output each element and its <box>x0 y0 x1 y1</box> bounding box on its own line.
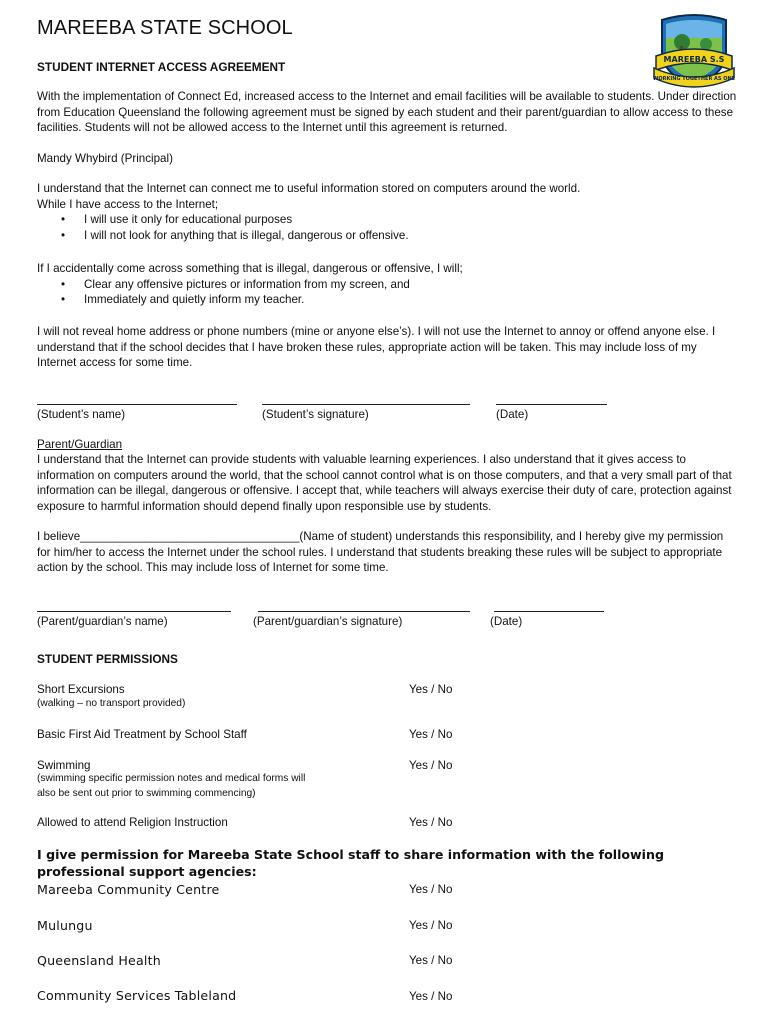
parent-signature-label: (Parent/guardian’s signature) <box>253 615 403 628</box>
parent-paragraph: I understand that the Internet can provide students with valuable learning experiences. I also understand that it gives access to information on computers around the world, that the school cannot control what is on those computers, and that a very small part of that information can be illegal, dangerous or offensive. I accept that, while teachers will always exercise their duty of care, protection against exposure to harmful information should depend finally upon responsible use by students. <box>37 453 732 513</box>
list-item: • Clear any offensive pictures or information from my screen, and <box>37 277 737 293</box>
yes-no-choice[interactable]: Yes / No <box>409 759 453 772</box>
permission-label: Swimming <box>37 759 91 772</box>
student-name-field[interactable] <box>37 404 237 405</box>
permission-statement: I believe__________________________________(Name of student) understands this responsibility, and I hereby give my permission for him/her to access the Internet under the school rules. I understand that students breaking these rules will be subject to appropriate action by the school. This may include loss of Internet for some time. <box>37 530 724 575</box>
permissions-heading: STUDENT PERMISSIONS <box>37 652 178 666</box>
usage-bullets <box>37 212 737 243</box>
list-item: • I will not look for anything that is illegal, dangerous or offensive. <box>37 228 737 244</box>
understand-line-1: I understand that the Internet can connect me to useful information stored on computers around the world. <box>37 182 581 195</box>
yes-no-choice[interactable]: Yes / No <box>409 990 453 1003</box>
accident-bullets <box>37 277 737 308</box>
understand-line-2: While I have access to the Internet; <box>37 197 219 211</box>
yes-no-choice[interactable]: Yes / No <box>409 883 453 896</box>
privacy-paragraph: I will not reveal home address or phone numbers (mine or anyone else’s). I will not use the Internet to annoy or offend anyone else. I understand that if the school decides that I have broken these rules, appropriate action will be taken. This may include loss of my Internet access for some time. <box>37 325 716 370</box>
yes-no-choice[interactable]: Yes / No <box>409 683 453 696</box>
parent-signature-field[interactable] <box>258 611 470 612</box>
yes-no-choice[interactable]: Yes / No <box>409 728 453 741</box>
student-date-field[interactable] <box>496 404 607 405</box>
agency-label: Mareeba Community Centre <box>37 882 220 897</box>
parent-date-label: (Date) <box>490 615 523 628</box>
yes-no-choice[interactable]: Yes / No <box>409 954 453 967</box>
permission-label: Allowed to attend Religion Instruction <box>37 816 228 829</box>
school-name: MAREEBA STATE SCHOOL <box>37 17 293 39</box>
student-name-label: (Student’s name) <box>37 408 126 421</box>
agency-label: Mulungu <box>37 918 93 933</box>
yes-no-choice[interactable]: Yes / No <box>409 816 453 829</box>
logo-text-bottom: WORKING TOGETHER AS ONE <box>652 76 736 82</box>
accident-line: If I accidentally come across something that is illegal, dangerous or offensive, I will; <box>37 262 463 275</box>
principal-name: Mandy Whybird (Principal) <box>37 152 173 165</box>
list-item: • I will use it only for educational purposes <box>37 212 737 228</box>
permission-note: (swimming specific permission notes and medical forms will also be sent out prior to swimming commencing) <box>37 773 306 799</box>
parent-name-label: (Parent/guardian’s name) <box>37 615 168 628</box>
parent-name-field[interactable] <box>37 611 231 612</box>
permission-label: Short Excursions <box>37 683 125 696</box>
student-signature-label: (Student’s signature) <box>262 408 369 421</box>
list-item: • Immediately and quietly inform my teacher. <box>37 292 737 308</box>
agency-label: Queensland Health <box>37 953 161 968</box>
agency-heading: I give permission for Mareeba State School staff to share information with the following professional support agencies: <box>37 847 664 879</box>
parent-date-field[interactable] <box>494 611 604 612</box>
school-logo <box>652 12 736 90</box>
student-signature-field[interactable] <box>262 404 470 405</box>
logo-text-top: MAREEBA S.S <box>663 55 725 64</box>
permission-note: (walking – no transport provided) <box>37 698 186 709</box>
form-title: STUDENT INTERNET ACCESS AGREEMENT <box>37 60 286 74</box>
intro-paragraph: With the implementation of Connect Ed, increased access to the Internet and email facilities will be available to students. Under direction from Education Queensland the following agreement must be signed by each student and their parent/guardian to allow access to these facilities. Students will not be allowed access to the Internet until this agreement is returned. <box>37 90 737 135</box>
parent-heading: Parent/Guardian <box>37 438 123 451</box>
student-date-label: (Date) <box>496 408 529 421</box>
accident-instructions <box>37 261 737 308</box>
yes-no-choice[interactable]: Yes / No <box>409 919 453 932</box>
agency-label: Community Services Tableland <box>37 988 237 1003</box>
permission-label: Basic First Aid Treatment by School Staff <box>37 728 247 741</box>
student-understanding <box>37 181 737 243</box>
